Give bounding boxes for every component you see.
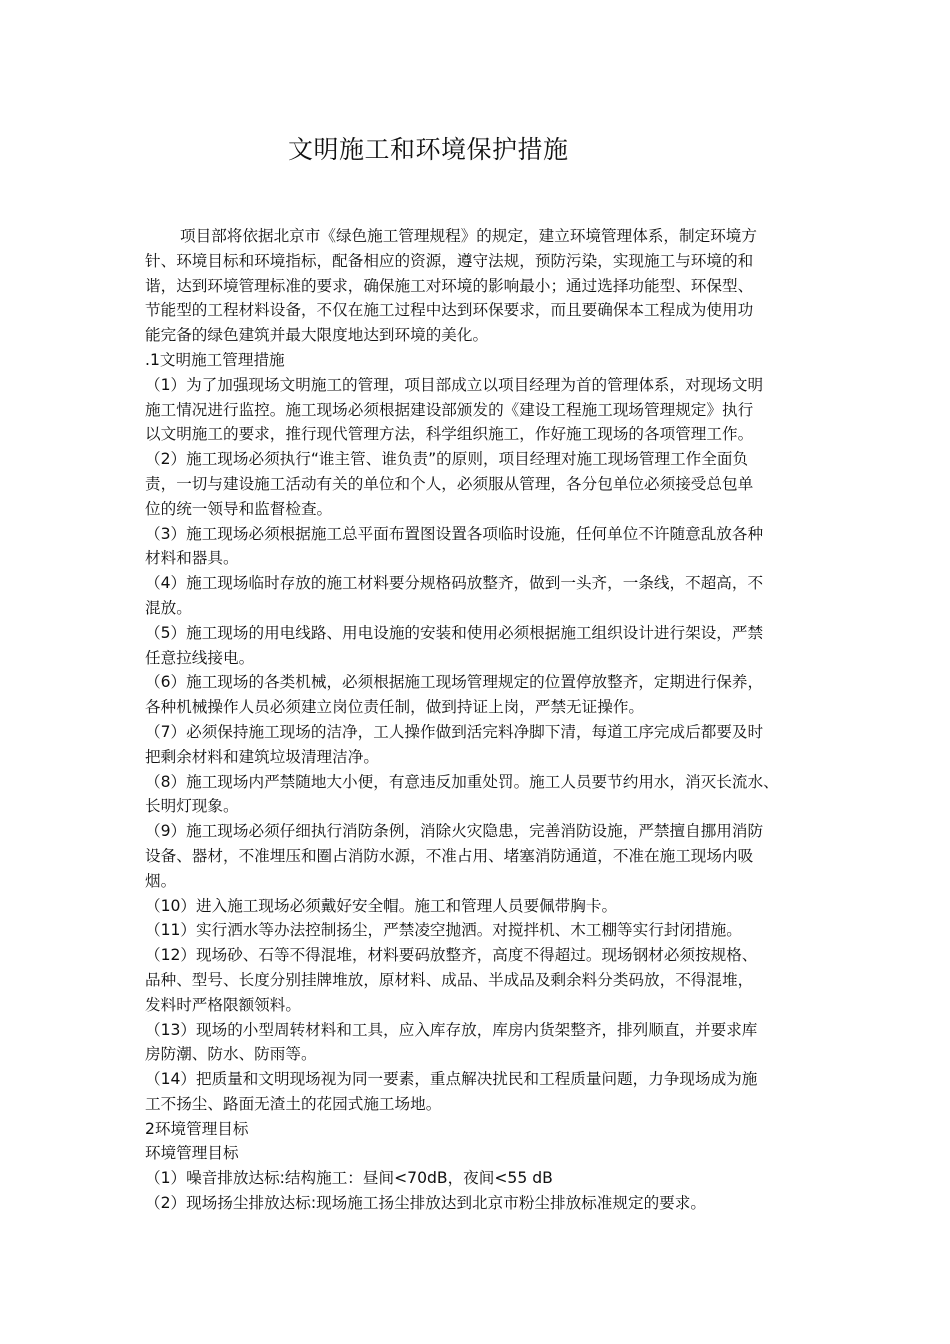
paragraph-line: 节能型的工程材料设备，不仅在施工过程中达到环保要求，而且要确保本工程成为使用功 bbox=[145, 301, 754, 320]
list-item-line: 施工情况进行监控。施工现场必须根据建设部颁发的《建设工程施工现场管理规定》执行 bbox=[145, 400, 754, 419]
list-item-line: 品种、型号、长度分别挂牌堆放，原材料、成品、半成品及剩余料分类码放，不得混堆， bbox=[145, 970, 754, 989]
document-title: 文明施工和环境保护措施 bbox=[288, 135, 569, 164]
list-item-line: 烟。 bbox=[145, 871, 177, 890]
list-item-line: 位的统一领导和监督检查。 bbox=[145, 499, 333, 518]
list-item-line: （9）施工现场必须仔细执行消防条例，消除火灾隐患，完善消防设施，严禁擅自挪用消防 bbox=[145, 822, 764, 841]
list-item-line: （3）施工现场必须根据施工总平面布置图设置各项临时设施，任何单位不许随意乱放各种 bbox=[145, 524, 764, 543]
list-item-line: （4）施工现场临时存放的施工材料要分规格码放整齐，做到一头齐，一条线，不超高，不 bbox=[145, 574, 764, 593]
subsection-heading: 环境管理目标 bbox=[145, 1144, 239, 1163]
list-item-line: 房防潮、防水、防雨等。 bbox=[145, 1045, 317, 1064]
list-item-line: （1）噪音排放达标:结构施工：昼间<70dB，夜间<55 dB bbox=[145, 1169, 553, 1188]
section-heading: 2环境管理目标 bbox=[145, 1119, 249, 1138]
list-item-line: （11）实行洒水等办法控制扬尘，严禁凌空抛洒。对搅拌机、木工棚等实行封闭措施。 bbox=[145, 921, 742, 940]
paragraph-line: 能完备的绿色建筑并最大限度地达到环境的美化。 bbox=[145, 326, 489, 345]
list-item-line: 混放。 bbox=[145, 598, 192, 617]
section-heading: .1文明施工管理措施 bbox=[145, 350, 285, 369]
list-item-line: （8）施工现场内严禁随地大小便，有意违反加重处罚。施工人员要节约用水，消灭长流水、 bbox=[145, 772, 779, 791]
list-item-line: （12）现场砂、石等不得混堆，材料要码放整齐，高度不得超过。现场钢材必须按规格、 bbox=[145, 946, 758, 965]
list-item-line: （7）必须保持施工现场的洁净，工人操作做到活完料净脚下清，每道工序完成后都要及时 bbox=[145, 722, 764, 741]
list-item-line: 责，一切与建设施工活动有关的单位和个人，必须服从管理，各分包单位必须接受总包单 bbox=[145, 474, 754, 493]
list-item-line: 各种机械操作人员必须建立岗位责任制，做到持证上岗，严禁无证操作。 bbox=[145, 698, 645, 717]
paragraph-line: 谐，达到环境管理标准的要求，确保施工对环境的影响最小；通过选择功能型、环保型、 bbox=[145, 276, 754, 295]
list-item-line: （5）施工现场的用电线路、用电设施的安装和使用必须根据施工组织设计进行架设，严禁 bbox=[145, 623, 764, 642]
list-item-line: 以文明施工的要求，推行现代管理方法，科学组织施工，作好施工现场的各项管理工作。 bbox=[145, 425, 754, 444]
document-body bbox=[145, 224, 813, 1216]
list-item-line: 工不扬尘、路面无渣土的花园式施工场地。 bbox=[145, 1094, 442, 1113]
list-item-line: （6）施工现场的各类机械，必须根据施工现场管理规定的位置停放整齐，定期进行保养， bbox=[145, 673, 764, 692]
list-item-line: （10）进入施工现场必须戴好安全帽。施工和管理人员要佩带胸卡。 bbox=[145, 896, 618, 915]
list-item-line: 长明灯现象。 bbox=[145, 797, 239, 816]
list-item-line: （1）为了加强现场文明施工的管理，项目部成立以项目经理为首的管理体系，对现场文明 bbox=[145, 375, 764, 394]
list-item-line: 发料时严格限额领料。 bbox=[145, 995, 301, 1014]
list-item-line: 设备、器材，不准埋压和圈占消防水源，不准占用、堵塞消防通道，不准在施工现场内吸 bbox=[145, 846, 754, 865]
list-item-line: （14）把质量和文明现场视为同一要素，重点解决扰民和工程质量问题，力争现场成为施 bbox=[145, 1070, 758, 1089]
paragraph-line: 项目部将依据北京市《绿色施工管理规程》的规定，建立环境管理体系，制定环境方 bbox=[180, 227, 757, 245]
list-item-line: （2）现场扬尘排放达标:现场施工扬尘排放达到北京市粉尘排放标准规定的要求。 bbox=[145, 1194, 706, 1213]
list-item-line: 把剩余材料和建筑垃圾清理洁净。 bbox=[145, 747, 379, 766]
list-item-line: 材料和器具。 bbox=[145, 549, 239, 568]
list-item-line: （2）施工现场必须执行“谁主管、谁负责”的原则，项目经理对施工现场管理工作全面负 bbox=[145, 450, 749, 469]
list-item-line: 任意拉线接电。 bbox=[145, 648, 255, 667]
list-item-line: （13）现场的小型周转材料和工具，应入库存放，库房内货架整齐，排列顺直，并要求库 bbox=[145, 1020, 758, 1039]
paragraph-line: 针、环境目标和环境指标，配备相应的资源，遵守法规，预防污染，实现施工与环境的和 bbox=[145, 251, 754, 270]
